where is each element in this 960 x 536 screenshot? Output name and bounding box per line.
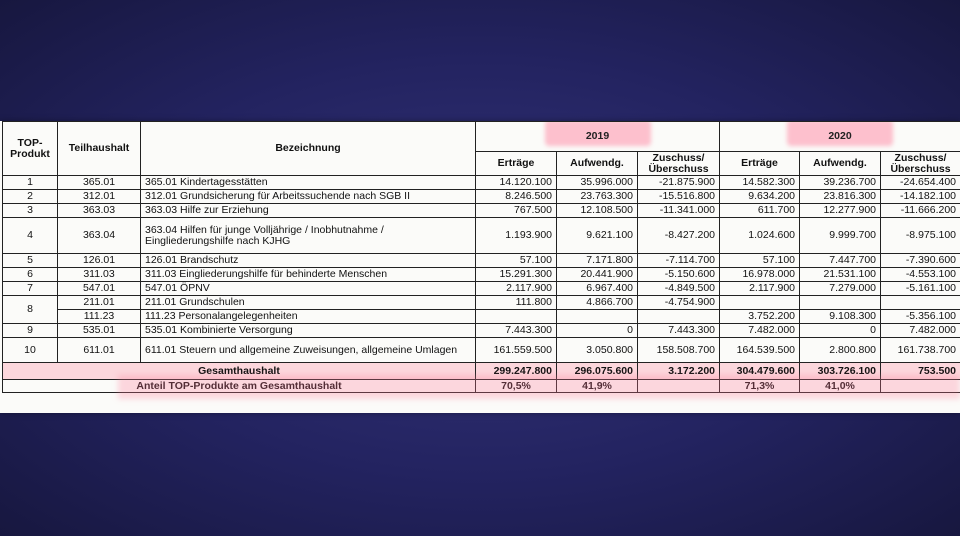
cell-top: 3 <box>3 204 58 218</box>
cell-zuschuss-2020: -4.553.100 <box>881 268 960 282</box>
cell-zuschuss-2020: -5.161.100 <box>881 282 960 296</box>
cell-zuschuss-2019: -11.341.000 <box>638 204 720 218</box>
table-row <box>3 218 960 254</box>
cell-aufwendg-2019: 35.996.000 <box>557 176 638 190</box>
cell-teilhaushalt: 312.01 <box>58 190 141 204</box>
anteil-ertraege-2019: 70,5% <box>476 380 557 393</box>
cell-zuschuss-2019 <box>638 310 720 324</box>
anteil-zuschuss-2019 <box>638 380 720 393</box>
cell-top: 5 <box>3 254 58 268</box>
gesamt-zuschuss-2019: 3.172.200 <box>638 363 720 380</box>
gesamt-label: Gesamthaushalt <box>3 363 476 380</box>
cell-aufwendg-2019: 20.441.900 <box>557 268 638 282</box>
year-2019-label: 2019 <box>585 130 610 142</box>
gesamt-aufwendg-2019: 296.075.600 <box>557 363 638 380</box>
cell-ertraege-2019: 1.193.900 <box>476 218 557 254</box>
cell-bezeichnung: 363.03 Hilfe zur Erziehung <box>141 204 476 218</box>
cell-aufwendg-2019: 7.171.800 <box>557 254 638 268</box>
cell-zuschuss-2020 <box>881 296 960 310</box>
anteil-aufwendg-2020: 41,0% <box>800 380 881 393</box>
header-year-2019 <box>476 122 720 152</box>
cell-zuschuss-2020: -8.975.100 <box>881 218 960 254</box>
cell-bezeichnung: 312.01 Grundsicherung für Arbeitssuchende nach SGB II <box>141 190 476 204</box>
cell-zuschuss-2019: 158.508.700 <box>638 338 720 363</box>
cell-aufwendg-2020: 12.277.900 <box>800 204 881 218</box>
cell-teilhaushalt: 311.03 <box>58 268 141 282</box>
anteil-row <box>3 380 960 393</box>
cell-top: 7 <box>3 282 58 296</box>
anteil-aufwendg-2019: 41,9% <box>557 380 638 393</box>
table-row <box>3 204 960 218</box>
cell-ertraege-2019: 767.500 <box>476 204 557 218</box>
cell-bezeichnung: 211.01 Grundschulen <box>141 296 476 310</box>
cell-zuschuss-2019: -5.150.600 <box>638 268 720 282</box>
cell-ertraege-2020: 9.634.200 <box>720 190 800 204</box>
cell-ertraege-2020: 2.117.900 <box>720 282 800 296</box>
cell-top: 9 <box>3 324 58 338</box>
cell-aufwendg-2020: 7.447.700 <box>800 254 881 268</box>
gesamt-ertraege-2020: 304.479.600 <box>720 363 800 380</box>
cell-ertraege-2020: 14.582.300 <box>720 176 800 190</box>
cell-teilhaushalt: 363.04 <box>58 218 141 254</box>
cell-ertraege-2020: 7.482.000 <box>720 324 800 338</box>
cell-ertraege-2019: 8.246.500 <box>476 190 557 204</box>
header-aufwendg-2020: Aufwendg. <box>800 152 881 176</box>
cell-ertraege-2019: 161.559.500 <box>476 338 557 363</box>
header-ertraege-2019: Erträge <box>476 152 557 176</box>
cell-aufwendg-2019: 0 <box>557 324 638 338</box>
cell-aufwendg-2020: 21.531.100 <box>800 268 881 282</box>
cell-top: 4 <box>3 218 58 254</box>
gesamt-zuschuss-2020: 753.500 <box>881 363 960 380</box>
cell-aufwendg-2020: 0 <box>800 324 881 338</box>
cell-bezeichnung: 126.01 Brandschutz <box>141 254 476 268</box>
cell-zuschuss-2020: -7.390.600 <box>881 254 960 268</box>
cell-aufwendg-2020: 9.999.700 <box>800 218 881 254</box>
cell-aufwendg-2019: 6.967.400 <box>557 282 638 296</box>
cell-ertraege-2019: 111.800 <box>476 296 557 310</box>
cell-zuschuss-2019: -15.516.800 <box>638 190 720 204</box>
cell-ertraege-2019: 14.120.100 <box>476 176 557 190</box>
header-zuschuss-2020: Zuschuss/ Überschuss <box>881 152 960 176</box>
header-aufwendg-2019: Aufwendg. <box>557 152 638 176</box>
table-row <box>3 324 960 338</box>
cell-top: 1 <box>3 176 58 190</box>
header-zuschuss-2019: Zuschuss/ Überschuss <box>638 152 720 176</box>
cell-bezeichnung: 311.03 Eingliederungshilfe für behinderte Menschen <box>141 268 476 282</box>
cell-ertraege-2020: 164.539.500 <box>720 338 800 363</box>
table-row <box>3 282 960 296</box>
table-row <box>3 338 960 363</box>
table-row <box>3 296 960 310</box>
cell-aufwendg-2019: 3.050.800 <box>557 338 638 363</box>
cell-ertraege-2020: 1.024.600 <box>720 218 800 254</box>
table-row <box>3 190 960 204</box>
cell-aufwendg-2020: 23.816.300 <box>800 190 881 204</box>
cell-zuschuss-2020: 161.738.700 <box>881 338 960 363</box>
cell-bezeichnung: 111.23 Personalangelegenheiten <box>141 310 476 324</box>
cell-teilhaushalt: 535.01 <box>58 324 141 338</box>
cell-top: 2 <box>3 190 58 204</box>
cell-aufwendg-2020: 2.800.800 <box>800 338 881 363</box>
cell-ertraege-2020: 57.100 <box>720 254 800 268</box>
table-row <box>3 254 960 268</box>
cell-top: 8 <box>3 296 58 324</box>
cell-zuschuss-2019: -7.114.700 <box>638 254 720 268</box>
cell-zuschuss-2019: -4.754.900 <box>638 296 720 310</box>
cell-zuschuss-2019: -21.875.900 <box>638 176 720 190</box>
cell-teilhaushalt: 211.01 <box>58 296 141 310</box>
cell-aufwendg-2020: 39.236.700 <box>800 176 881 190</box>
table-row <box>3 176 960 190</box>
cell-ertraege-2020 <box>720 296 800 310</box>
header-year-2020 <box>720 122 960 152</box>
cell-bezeichnung: 547.01 ÖPNV <box>141 282 476 296</box>
anteil-ertraege-2020: 71,3% <box>720 380 800 393</box>
cell-bezeichnung: 365.01 Kindertagesstätten <box>141 176 476 190</box>
cell-teilhaushalt: 365.01 <box>58 176 141 190</box>
budget-table <box>2 121 960 393</box>
cell-zuschuss-2020: -11.666.200 <box>881 204 960 218</box>
anteil-zuschuss-2020 <box>881 380 960 393</box>
cell-bezeichnung: 535.01 Kombinierte Versorgung <box>141 324 476 338</box>
cell-teilhaushalt: 547.01 <box>58 282 141 296</box>
cell-teilhaushalt: 611.01 <box>58 338 141 363</box>
header-teilhaushalt: Teilhaushalt <box>58 122 141 176</box>
cell-zuschuss-2020: -24.654.400 <box>881 176 960 190</box>
table-row <box>3 268 960 282</box>
header-bezeichnung: Bezeichnung <box>141 122 476 176</box>
cell-aufwendg-2020: 9.108.300 <box>800 310 881 324</box>
budget-table-sheet <box>0 121 960 413</box>
cell-bezeichnung: 363.04 Hilfen für junge Volljährige / Inobhutnahme / Eingliederungshilfe nach KJHG <box>141 218 476 254</box>
cell-ertraege-2020: 16.978.000 <box>720 268 800 282</box>
gesamt-row <box>3 363 960 380</box>
cell-zuschuss-2019: -8.427.200 <box>638 218 720 254</box>
cell-zuschuss-2019: 7.443.300 <box>638 324 720 338</box>
cell-zuschuss-2020: -5.356.100 <box>881 310 960 324</box>
cell-top: 6 <box>3 268 58 282</box>
cell-ertraege-2019: 15.291.300 <box>476 268 557 282</box>
cell-ertraege-2020: 611.700 <box>720 204 800 218</box>
cell-aufwendg-2020: 7.279.000 <box>800 282 881 296</box>
table-row <box>3 310 960 324</box>
cell-zuschuss-2020: 7.482.000 <box>881 324 960 338</box>
cell-aufwendg-2019: 4.866.700 <box>557 296 638 310</box>
cell-ertraege-2019: 57.100 <box>476 254 557 268</box>
cell-bezeichnung: 611.01 Steuern und allgemeine Zuweisungen, allgemeine Umlagen <box>141 338 476 363</box>
cell-zuschuss-2019: -4.849.500 <box>638 282 720 296</box>
header-ertraege-2020: Erträge <box>720 152 800 176</box>
cell-teilhaushalt: 126.01 <box>58 254 141 268</box>
gesamt-aufwendg-2020: 303.726.100 <box>800 363 881 380</box>
cell-aufwendg-2020 <box>800 296 881 310</box>
cell-teilhaushalt: 363.03 <box>58 204 141 218</box>
cell-aufwendg-2019: 23.763.300 <box>557 190 638 204</box>
cell-aufwendg-2019: 12.108.500 <box>557 204 638 218</box>
cell-ertraege-2019: 7.443.300 <box>476 324 557 338</box>
cell-teilhaushalt: 111.23 <box>58 310 141 324</box>
year-2020-label: 2020 <box>828 130 852 142</box>
cell-aufwendg-2019 <box>557 310 638 324</box>
anteil-label: Anteil TOP-Produkte am Gesamthaushalt <box>3 380 476 393</box>
cell-ertraege-2020: 3.752.200 <box>720 310 800 324</box>
header-top-produkt: TOP- Produkt <box>3 122 58 176</box>
cell-zuschuss-2020: -14.182.100 <box>881 190 960 204</box>
cell-aufwendg-2019: 9.621.100 <box>557 218 638 254</box>
cell-ertraege-2019: 2.117.900 <box>476 282 557 296</box>
gesamt-ertraege-2019: 299.247.800 <box>476 363 557 380</box>
cell-top: 10 <box>3 338 58 363</box>
cell-ertraege-2019 <box>476 310 557 324</box>
